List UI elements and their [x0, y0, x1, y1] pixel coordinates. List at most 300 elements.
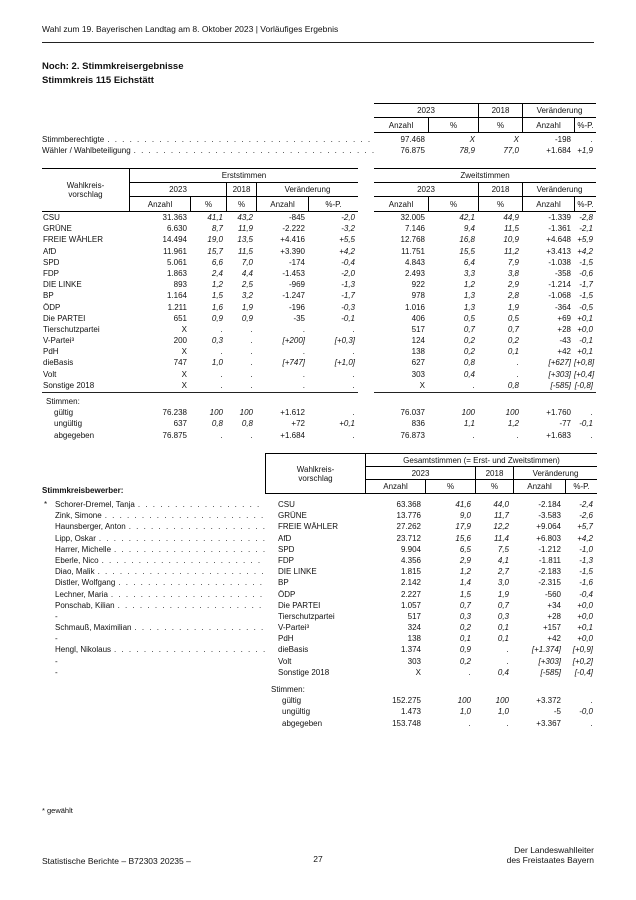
col-zweitstimmen: Zweitstimmen: [374, 169, 596, 183]
party-result-rows: [42, 212, 596, 391]
dot-leader: [135, 499, 265, 510]
value-cell: 42,1: [459, 213, 475, 222]
candidate-name: Hengl, Nikolaus: [55, 645, 112, 655]
value-cell: 7,0: [241, 257, 253, 267]
value-cell: 517: [407, 611, 421, 621]
candidate-name: -: [55, 611, 58, 621]
candidate-name-wrap: [55, 656, 265, 667]
value-cell: -1.247: [282, 291, 305, 301]
value-cell: .: [590, 696, 593, 706]
value-cell: 0,4: [463, 369, 475, 379]
value-cell: 27.262: [396, 522, 421, 532]
value-cell: .: [220, 347, 223, 357]
value-cell: 7,5: [497, 544, 509, 554]
value-cell: [-585]: [540, 667, 561, 677]
col-anzahl: Anzahl: [383, 482, 408, 491]
candidate-name: Eberle, Nico: [55, 555, 99, 565]
value-cell: 15,5: [459, 246, 475, 256]
value-cell: 0,3: [211, 336, 223, 346]
dot-leader: [115, 600, 265, 611]
dot-leader: [131, 622, 265, 633]
value-cell: 1,4: [459, 578, 471, 588]
value-cell: .: [516, 358, 519, 368]
col-pct: %: [226, 197, 256, 211]
value-cell: -1.068: [548, 291, 571, 301]
value-cell: 11,9: [238, 224, 253, 234]
value-cell: 15,6: [455, 533, 471, 543]
bewerber-heading: Stimmkreisbewerber:: [42, 486, 124, 495]
value-cell: 6,6: [211, 257, 223, 267]
elected-marker: [42, 510, 55, 521]
value-cell: 1,2: [459, 567, 471, 577]
party-name: FDP: [43, 268, 59, 278]
value-cell: 11,7: [494, 511, 509, 521]
value-cell: 1,9: [241, 302, 253, 312]
party-row: [42, 357, 596, 368]
value-cell: .: [472, 380, 475, 390]
value-cell: 32.005: [400, 213, 425, 222]
value-cell: +6.803: [536, 533, 561, 543]
candidate-party: V-Partei³: [278, 623, 310, 633]
value-cell: 1,2: [211, 280, 223, 290]
value-cell: 324: [407, 623, 421, 633]
candidate-name-wrap: [55, 600, 265, 611]
party-name: dieBasis: [43, 358, 74, 368]
value-cell: 3,8: [507, 268, 519, 278]
value-cell: -1,5: [579, 291, 593, 301]
col-veraenderung: Veränderung: [522, 104, 596, 118]
value-cell: 12,2: [493, 522, 509, 532]
value-cell: +1.684: [280, 430, 305, 440]
value-cell: 1.815: [400, 567, 421, 577]
value-cell: .: [220, 324, 223, 334]
party-name: DIE LINKE: [43, 280, 82, 290]
value-cell: .: [302, 324, 305, 334]
candidate-row: [42, 611, 596, 622]
col-2018: 2018: [226, 183, 256, 197]
value-cell: 1,3: [463, 302, 475, 312]
value-cell: -1,0: [579, 544, 593, 554]
party-name: Sonstige 2018: [43, 380, 95, 390]
totals-label: abgegeben: [282, 718, 323, 728]
col-pctp: %-P.: [574, 118, 596, 132]
candidate-name-wrap: [55, 533, 265, 544]
value-cell: +69: [557, 313, 571, 323]
value-cell: 138: [411, 347, 425, 357]
value-cell: 836: [411, 419, 425, 429]
candidate-name: Haunsberger, Anton: [55, 522, 126, 532]
value-cell: +0,1: [577, 623, 593, 633]
value-cell: -1.453: [282, 268, 305, 278]
value-cell: [+1.374]: [531, 645, 561, 655]
value-cell: -364: [554, 302, 571, 312]
candidate-name: -: [55, 667, 58, 677]
dot-leader: [131, 145, 374, 156]
col-veraenderung: Veränderung: [513, 467, 597, 480]
value-cell: .: [506, 718, 509, 728]
value-cell: 2.142: [400, 578, 421, 588]
gesamt-totals-block: [42, 684, 596, 729]
value-cell: 0,7: [463, 324, 475, 334]
party-name: Die PARTEI: [43, 313, 86, 323]
totals-label: gültig: [54, 408, 74, 418]
wahlkreis-line2: vorschlag: [298, 473, 333, 483]
value-cell: .: [590, 135, 593, 144]
value-cell: -0,4: [341, 257, 355, 267]
value-cell: 76.037: [400, 408, 425, 418]
value-cell: 100: [461, 408, 475, 418]
value-cell: .: [250, 430, 253, 440]
col-anzahl: Anzahl: [522, 197, 574, 211]
value-cell: +4,2: [577, 246, 593, 256]
elected-marker: [42, 611, 55, 622]
column-gap: [358, 302, 374, 313]
elected-marker: [42, 622, 55, 633]
value-cell: 893: [173, 280, 187, 290]
value-cell: 0,1: [497, 634, 509, 644]
value-cell: .: [250, 369, 253, 379]
value-cell: +28: [557, 324, 571, 334]
main-totals-block: [42, 396, 596, 441]
value-cell: 1,0: [211, 358, 223, 368]
value-cell: .: [220, 430, 223, 440]
value-cell: 2,5: [241, 280, 253, 290]
main-table-header-right: [374, 168, 596, 212]
candidate-party: GRÜNE: [278, 511, 307, 521]
party-row: [42, 268, 596, 279]
value-cell: +1.760: [546, 408, 571, 418]
summary-label: Stimmberechtigte: [42, 135, 105, 144]
value-cell: 0,3: [497, 611, 509, 621]
value-cell: 31.363: [162, 213, 187, 222]
col-veraenderung: Veränderung: [256, 183, 358, 197]
candidate-rows: [42, 499, 596, 678]
value-cell: 0,3: [459, 611, 471, 621]
candidate-name-wrap: [55, 589, 265, 600]
main-table-header-left: [42, 168, 358, 212]
header-rule: [42, 42, 594, 43]
value-cell: X: [513, 135, 519, 144]
value-cell: -0,1: [579, 419, 593, 429]
elected-marker: [42, 600, 55, 611]
candidate-name: Distler, Wolfgang: [55, 578, 116, 588]
value-cell: +0,1: [339, 419, 355, 429]
value-cell: +72: [291, 419, 305, 429]
value-cell: X: [419, 380, 425, 390]
party-name: Tierschutzpartei: [43, 324, 100, 334]
separator-line: [42, 392, 358, 393]
wahlkreis-line1: Wahlkreis-: [66, 181, 105, 190]
value-cell: .: [302, 369, 305, 379]
value-cell: 153.748: [392, 718, 421, 728]
candidate-party: FDP: [278, 555, 294, 565]
column-gap: [358, 380, 374, 391]
summary-rows: [42, 134, 596, 156]
value-cell: 2,9: [459, 555, 471, 565]
spacer: [42, 718, 265, 729]
column-gap: [358, 257, 374, 268]
value-cell: 3,3: [463, 268, 475, 278]
value-cell: 11,2: [504, 246, 519, 256]
dot-leader: [99, 555, 265, 566]
value-cell: +1.683: [546, 430, 571, 440]
value-cell: 1,6: [211, 302, 223, 312]
value-cell: 15,7: [207, 246, 223, 256]
elected-marker: *: [44, 500, 48, 509]
value-cell: 6.630: [166, 224, 187, 234]
value-cell: 1,5: [459, 589, 471, 599]
value-cell: 76.875: [162, 430, 187, 440]
party-name: BP: [43, 291, 54, 301]
dot-leader: [126, 521, 265, 532]
column-gap: [358, 223, 374, 234]
page-subtitle: Stimmkreis 115 Eichstätt: [42, 75, 154, 86]
candidate-party: FREIE WÄHLER: [278, 522, 339, 532]
value-cell: 922: [411, 280, 425, 290]
value-cell: -358: [554, 268, 571, 278]
totals-row: [42, 695, 596, 706]
value-cell: 637: [173, 419, 187, 429]
value-cell: +0,0: [577, 634, 593, 644]
value-cell: 100: [457, 696, 471, 706]
value-cell: 13.776: [396, 511, 421, 521]
value-cell: -1.811: [538, 555, 561, 565]
column-gap: [358, 357, 374, 368]
candidate-name-wrap: [55, 667, 265, 678]
col-2018: 2018: [478, 104, 522, 118]
value-cell: 6,5: [459, 544, 471, 554]
totals-row: [42, 706, 596, 717]
col-pct: %: [428, 118, 478, 132]
spacer: [42, 706, 265, 717]
value-cell: +42: [557, 347, 571, 357]
value-cell: .: [516, 430, 519, 440]
value-cell: 44,0: [493, 500, 509, 509]
col-2023: 2023: [374, 183, 478, 197]
value-cell: .: [220, 380, 223, 390]
value-cell: -1,3: [579, 555, 593, 565]
value-cell: 0,8: [241, 419, 253, 429]
value-cell: .: [352, 408, 355, 418]
party-name: Volt: [43, 369, 57, 379]
value-cell: .: [590, 430, 593, 440]
summary-label-wrap: [42, 134, 374, 145]
value-cell: -560: [544, 589, 561, 599]
value-cell: .: [302, 380, 305, 390]
value-cell: 12.768: [400, 235, 425, 245]
candidate-row: [42, 577, 596, 588]
dot-leader: [115, 577, 265, 588]
value-cell: 100: [239, 408, 253, 418]
value-cell: 2,4: [211, 268, 223, 278]
candidate-party: AfD: [278, 533, 292, 543]
candidate-name: Zink, Simone: [55, 511, 102, 521]
value-cell: 303: [411, 369, 425, 379]
value-cell: X: [469, 135, 475, 144]
value-cell: -2.184: [538, 500, 561, 509]
value-cell: -3.583: [538, 511, 561, 521]
elected-marker: [42, 533, 55, 544]
candidate-name: -: [55, 634, 58, 644]
value-cell: 0,2: [463, 336, 475, 346]
value-cell: .: [250, 336, 253, 346]
value-cell: +3.390: [280, 246, 305, 256]
value-cell: 4.843: [404, 257, 425, 267]
value-cell: 124: [411, 336, 425, 346]
value-cell: 627: [411, 358, 425, 368]
value-cell: -0,3: [341, 302, 355, 312]
value-cell: 11,5: [238, 246, 253, 256]
dot-leader: [96, 533, 265, 544]
value-cell: 63.368: [396, 500, 421, 509]
value-cell: -77: [559, 419, 571, 429]
dot-leader: [102, 510, 265, 521]
party-row: [42, 223, 596, 234]
value-cell: -3,2: [341, 224, 355, 234]
candidate-name: Lipp, Oskar: [55, 533, 96, 543]
value-cell: 4,1: [497, 555, 509, 565]
value-cell: 9,0: [459, 511, 471, 521]
value-cell: -2.222: [282, 224, 305, 234]
value-cell: -1.214: [548, 280, 571, 290]
column-gap: [358, 430, 374, 441]
elected-marker: [42, 656, 55, 667]
value-cell: .: [352, 324, 355, 334]
candidate-name-wrap: [55, 510, 265, 521]
value-cell: X: [181, 324, 187, 334]
candidate-name-wrap: [55, 577, 265, 588]
candidate-row: [42, 656, 596, 667]
value-cell: 10,9: [503, 235, 519, 245]
candidate-name-wrap: [55, 644, 265, 655]
column-gap: [358, 313, 374, 324]
value-cell: [+303]: [548, 369, 571, 379]
candidate-row: [42, 644, 596, 655]
value-cell: -2,6: [579, 511, 593, 521]
value-cell: 8,7: [211, 224, 223, 234]
value-cell: 2.493: [404, 268, 425, 278]
value-cell: -1,7: [341, 291, 355, 301]
col-2018: 2018: [475, 467, 513, 480]
value-cell: -0,5: [579, 302, 593, 312]
col-2018: 2018: [478, 183, 522, 197]
footer-issuer-line2: des Freistaates Bayern: [506, 855, 594, 865]
value-cell: 41,1: [207, 213, 223, 222]
value-cell: [-585]: [550, 380, 571, 390]
value-cell: 978: [411, 291, 425, 301]
value-cell: X: [181, 380, 187, 390]
party-name: GRÜNE: [43, 224, 72, 234]
value-cell: 6,4: [463, 257, 475, 267]
totals-row: [42, 418, 596, 429]
value-cell: 77,0: [503, 146, 519, 156]
column-gap: [358, 279, 374, 290]
value-cell: .: [468, 667, 471, 677]
report-header: Wahl zum 19. Bayerischen Landtag am 8. Oktober 2023 | Vorläufiges Ergebnis: [42, 24, 339, 34]
value-cell: -2.183: [538, 567, 561, 577]
value-cell: .: [468, 718, 471, 728]
col-pct: %: [428, 197, 478, 211]
party-row: [42, 212, 596, 223]
value-cell: .: [220, 369, 223, 379]
value-cell: -1.339: [548, 213, 571, 222]
candidate-row: [42, 600, 596, 611]
candidate-row: [42, 633, 596, 644]
value-cell: 517: [411, 324, 425, 334]
candidate-name-wrap: [55, 521, 265, 532]
value-cell: 747: [173, 358, 187, 368]
column-gap: [358, 346, 374, 357]
value-cell: 0,9: [211, 313, 223, 323]
column-gap: [358, 290, 374, 301]
party-row: [42, 346, 596, 357]
value-cell: +5,5: [339, 235, 355, 245]
value-cell: 43,2: [237, 213, 253, 222]
value-cell: +34: [547, 600, 561, 610]
value-cell: .: [472, 430, 475, 440]
value-cell: 7,9: [507, 257, 519, 267]
value-cell: 2.227: [400, 589, 421, 599]
value-cell: [-0,4]: [574, 667, 593, 677]
col-pct: %: [190, 197, 226, 211]
candidate-party: DIE LINKE: [278, 567, 317, 577]
value-cell: 1,9: [507, 302, 519, 312]
summary-row: [42, 145, 596, 156]
column-gap: [358, 335, 374, 346]
totals-row: [42, 430, 596, 441]
value-cell: -35: [293, 313, 305, 323]
column-gap: [358, 212, 374, 223]
col-veraenderung: Veränderung: [522, 183, 596, 197]
value-cell: 76.238: [162, 408, 187, 418]
summary-label: Wähler / Wahlbeteiligung: [42, 146, 131, 156]
column-gap: [358, 369, 374, 380]
value-cell: 0,5: [463, 313, 475, 323]
party-row: [42, 290, 596, 301]
totals-label: ungültig: [282, 707, 311, 717]
party-row: [42, 246, 596, 257]
value-cell: 41,6: [455, 500, 471, 509]
value-cell: .: [590, 718, 593, 728]
value-cell: -174: [288, 257, 305, 267]
col-wahlkreisvorschlag: [266, 454, 366, 493]
column-gap: [358, 234, 374, 245]
candidate-party: PdH: [278, 634, 294, 644]
value-cell: [+1,0]: [334, 358, 355, 368]
value-cell: [+0,8]: [574, 358, 595, 368]
party-name: SPD: [43, 257, 60, 267]
col-anzahl: Anzahl: [522, 118, 574, 132]
party-name: V-Partei³: [43, 336, 75, 346]
value-cell: 100: [505, 408, 519, 418]
value-cell: .: [590, 408, 593, 418]
value-cell: 97.468: [400, 135, 425, 144]
footnote: * gewählt: [42, 806, 73, 815]
col-2023: 2023: [366, 467, 475, 480]
value-cell: 76.873: [400, 430, 425, 440]
dot-leader: [104, 134, 374, 145]
value-cell: -1,7: [579, 280, 593, 290]
candidate-party: Tierschutzpartei: [278, 611, 335, 621]
value-cell: 4,4: [241, 268, 253, 278]
party-row: [42, 380, 596, 391]
wahlkreis-line1: Wahlkreis-: [296, 464, 335, 474]
value-cell: 1.863: [166, 268, 187, 278]
candidate-row: [42, 566, 596, 577]
candidate-party: BP: [278, 578, 289, 588]
value-cell: -0,4: [579, 589, 593, 599]
candidate-name: Diao, Malik: [55, 567, 95, 577]
